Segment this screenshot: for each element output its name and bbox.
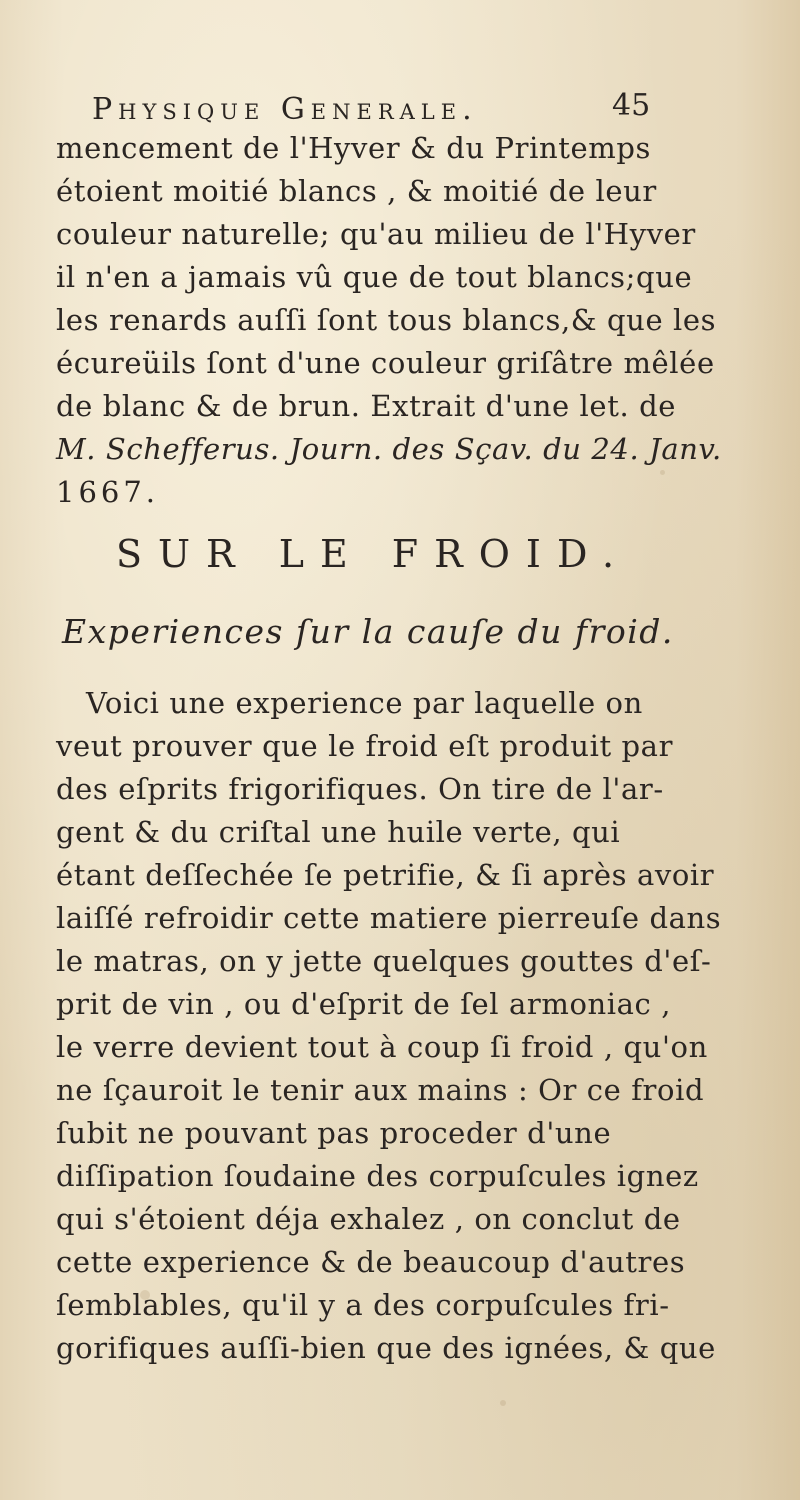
text-line: cette experience & de beaucoup d'autres xyxy=(56,1245,686,1279)
text-line: étoient moitié blancs , & moitié de leur xyxy=(56,174,657,208)
text-line: des eſprits frigorifiques. On tire de l'ar- xyxy=(56,772,664,806)
text-line: étant deſſechée ſe petrifie, & ſi après avoir xyxy=(56,858,715,892)
text-line: qui s'étoient déja exhalez , on conclut de xyxy=(56,1202,681,1236)
text-line: le verre devient tout à coup ſi froid , qu'on xyxy=(56,1030,708,1064)
text-line: de blanc & de brun. Extrait d'une let. de xyxy=(56,389,677,423)
text-line: mencement de l'Hyver & du Printemps xyxy=(56,131,652,165)
text-line: laiſſé refroidir cette matiere pierreuſe dans xyxy=(56,901,722,935)
section-subtitle: Experiences ſur la cauſe du froid. xyxy=(62,612,674,651)
text-line: il n'en a jamais vû que de tout blancs;que xyxy=(56,260,693,294)
text-line-year: 1667. xyxy=(56,475,160,509)
text-line: les renards auſſi ſont tous blancs,& que les xyxy=(56,303,717,337)
text-line: gorifiques auſſi-bien que des ignées, & que xyxy=(56,1331,716,1365)
text-line: Voici une experience par laquelle on xyxy=(86,686,643,720)
text-line: le matras, on y jette quelques gouttes d'eſ- xyxy=(56,944,712,978)
paper-stain xyxy=(500,1400,506,1406)
running-title: Physique Generale. xyxy=(92,92,478,127)
text-line: ſemblables, qu'il y a des corpuſcules fri- xyxy=(56,1288,670,1322)
page-number: 45 xyxy=(612,88,651,123)
section-title: SUR LE FROID. xyxy=(116,532,631,576)
paper-stain xyxy=(660,470,665,475)
text-line: diſſipation ſoudaine des corpuſcules ignez xyxy=(56,1159,699,1193)
text-line: écureüils ſont d'une couleur griſâtre mêlée xyxy=(56,346,715,380)
text-line: prit de vin , ou d'eſprit de ſel armoniac , xyxy=(56,987,672,1021)
text-line: ne ſçauroit le tenir aux mains : Or ce froid xyxy=(56,1073,705,1107)
text-line-citation: M. Schefferus. Journ. des Sçav. du 24. Janv. xyxy=(56,432,722,466)
text-line: veut prouver que le froid eſt produit par xyxy=(56,729,674,763)
text-line: couleur naturelle; qu'au milieu de l'Hyver xyxy=(56,217,696,251)
text-line: ſubit ne pouvant pas proceder d'une xyxy=(56,1116,612,1150)
text-line: gent & du criſtal une huile verte, qui xyxy=(56,815,621,849)
